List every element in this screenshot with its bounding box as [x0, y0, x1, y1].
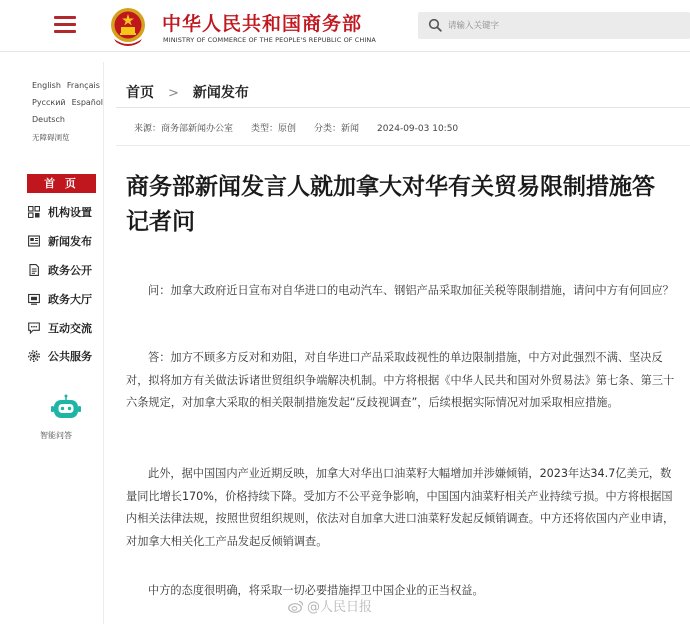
menu-icon[interactable]	[54, 16, 76, 34]
breadcrumb-home-link[interactable]: 首页	[126, 85, 154, 101]
breadcrumb	[126, 82, 249, 102]
lang-russian-link[interactable]: Русский	[32, 98, 66, 107]
meta-type: 类型：原创	[251, 124, 297, 134]
meta-datetime: 2024-09-03 10:50	[377, 124, 459, 134]
watermark	[288, 596, 372, 615]
breadcrumb-separator: >	[168, 86, 179, 101]
accessibility-link[interactable]: 无障碍浏览	[32, 133, 70, 142]
nav-label: 机构设置	[48, 206, 92, 219]
search-box[interactable]	[418, 12, 690, 39]
lang-german-link[interactable]: Deutsch	[32, 115, 65, 124]
document-icon	[28, 264, 40, 276]
nav-item-public-affairs[interactable]	[28, 261, 92, 279]
nav-home-button[interactable]: 首 页	[27, 174, 96, 193]
search-icon[interactable]	[428, 18, 442, 32]
article-title: 商务部新闻发言人就加拿大对华有关贸易限制措施答记者问	[126, 174, 655, 235]
news-icon	[28, 235, 40, 247]
hall-icon	[28, 293, 40, 305]
nav-item-interaction[interactable]	[28, 319, 92, 337]
lang-french-link[interactable]: Français	[66, 81, 100, 90]
lang-english-link[interactable]: English	[32, 81, 61, 90]
national-emblem-icon[interactable]	[108, 5, 148, 47]
article-paragraph: 答：加方不顾多方反对和劝阻，对自华进口产品采取歧视性的单边限制措施，中方对此强烈不满、坚决反对，拟将加方有关做法诉诸世贸组织争端解决机制。中方将根据《中华人民共和国对外贸易法》第七条、第三十六条规定，对加拿大采取的相关限制措施发起“反歧视调查”，后续根据实际情况对加采取相应措施。	[126, 351, 675, 409]
language-row	[32, 81, 106, 90]
weibo-icon	[288, 600, 304, 613]
nav-item-service-hall[interactable]	[28, 290, 92, 308]
site-title[interactable]: 中华人民共和国商务部	[162, 13, 363, 35]
nav-item-org[interactable]	[28, 203, 92, 221]
site-subtitle: MINISTRY OF COMMERCE OF THE PEOPLE'S REPUBLIC OF CHINA	[163, 36, 376, 44]
divider	[116, 145, 690, 146]
gear-icon	[28, 350, 40, 362]
divider	[116, 107, 690, 108]
chat-icon	[28, 322, 40, 334]
site-header	[0, 0, 690, 52]
article-paragraph: 此外，据中国国内产业近期反映，加拿大对华出口油菜籽大幅增加并涉嫌倾销，2023年达34.7亿美元，数量同比增长170%，价格持续下降。受加方不公平竞争影响，中国国内油菜籽相关产业持续亏损。中方将根据国内相关法律法规，按照世贸组织规则，依法对自加拿大进口油菜籽发起反倾销调查。中方还将依国内产业申请，对加拿大相关化工产品发起反倾销调查。	[126, 467, 675, 548]
language-row	[32, 98, 109, 107]
article-meta	[134, 121, 476, 134]
language-row	[32, 115, 71, 124]
search-input[interactable]	[448, 16, 678, 35]
chatbot-icon[interactable]	[50, 394, 82, 422]
lang-spanish-link[interactable]: Español	[71, 98, 103, 107]
meta-category: 分类：新闻	[314, 124, 360, 134]
nav-item-public-service[interactable]	[28, 347, 92, 365]
nav-label: 政务公开	[48, 264, 92, 277]
breadcrumb-current-link[interactable]: 新闻发布	[192, 85, 249, 101]
org-structure-icon	[28, 206, 40, 218]
sidebar	[0, 62, 104, 624]
nav-label: 新闻发布	[48, 235, 92, 248]
meta-source: 来源：商务部新闻办公室	[134, 124, 234, 134]
nav-item-news[interactable]	[28, 232, 92, 250]
article-paragraph: 中方的态度很明确，将采取一切必要措施捍卫中国企业的正当权益。	[148, 584, 484, 597]
nav-label: 公共服务	[48, 350, 92, 363]
nav-label: 互动交流	[48, 322, 92, 335]
chatbot-label[interactable]: 智能问答	[40, 431, 72, 440]
article-paragraph: 问：加拿大政府近日宣布对自华进口的电动汽车、钢铝产品采取加征关税等限制措施，请问中方有何回应？	[148, 284, 674, 297]
watermark-text: @人民日报	[307, 600, 373, 615]
nav-label: 政务大厅	[48, 293, 92, 306]
